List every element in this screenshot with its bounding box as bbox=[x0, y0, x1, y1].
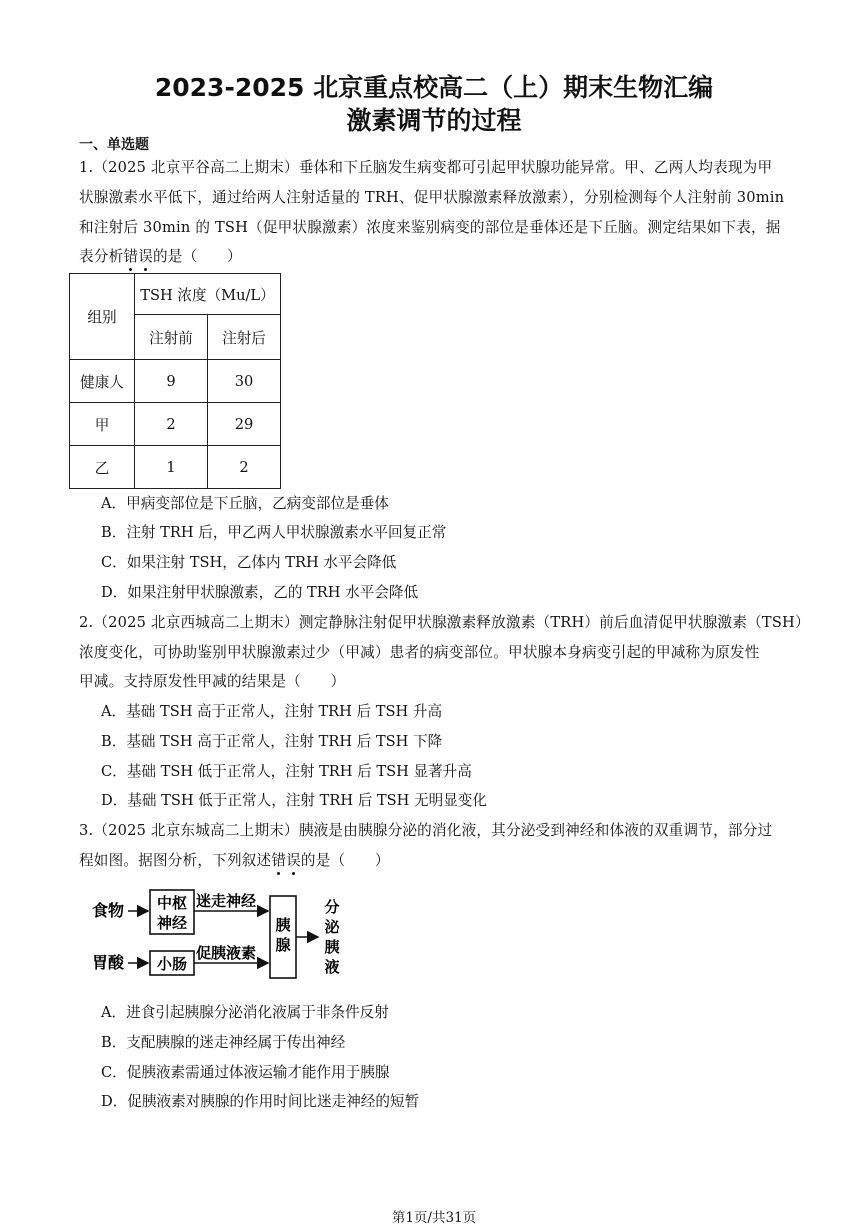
acid-label: 胃酸 bbox=[92, 953, 125, 972]
row-before: 1 bbox=[135, 446, 208, 489]
q3-line2-post: 的是（ ） bbox=[300, 852, 390, 869]
q3-option-b[interactable]: B．支配胰腺的迷走神经属于传出神经 bbox=[101, 1034, 346, 1051]
output-char-1: 分 bbox=[324, 898, 340, 916]
q1-line2: 状腺激素水平低下，通过给两人注射适量的 TRH、促甲状腺激素释放激素），分别检测每个人注射前 30min bbox=[79, 189, 785, 206]
table-header-group: 组别 bbox=[70, 274, 135, 360]
row-after: 2 bbox=[208, 446, 281, 489]
pancreas-bottom: 腺 bbox=[275, 936, 291, 954]
table-row bbox=[70, 446, 281, 489]
center-nerve-top: 中枢 bbox=[156, 894, 188, 912]
row-name: 乙 bbox=[70, 446, 135, 489]
q2-option-a[interactable]: A．基础 TSH 高于正常人，注射 TRH 后 TSH 升高 bbox=[101, 703, 443, 720]
row-name: 甲 bbox=[70, 403, 135, 446]
row-before: 9 bbox=[135, 360, 208, 403]
vagus-label: 迷走神经 bbox=[196, 892, 257, 910]
q3-line2 bbox=[79, 849, 390, 870]
intestine-label: 小肠 bbox=[156, 955, 188, 973]
food-label: 食物 bbox=[92, 901, 125, 920]
output-char-3: 胰 bbox=[324, 938, 340, 956]
q1-option-b[interactable]: B．注射 TRH 后，甲乙两人甲状腺激素水平回复正常 bbox=[101, 524, 447, 541]
q3-option-d[interactable]: D．促胰液素对胰腺的作用时间比迷走神经的短暂 bbox=[101, 1093, 420, 1110]
q2-line2: 浓度变化，可协助鉴别甲状腺激素过少（甲减）患者的病变部位。甲状腺本身病变引起的甲减称为原发性 bbox=[79, 644, 760, 661]
q3-option-a[interactable]: A．进食引起胰腺分泌消化液属于非条件反射 bbox=[101, 1004, 389, 1021]
q2-option-d[interactable]: D．基础 TSH 低于正常人，注射 TRH 后 TSH 无明显变化 bbox=[101, 792, 487, 809]
output-char-4: 液 bbox=[324, 958, 340, 976]
table-header-before: 注射前 bbox=[135, 315, 208, 360]
row-name: 健康人 bbox=[70, 360, 135, 403]
q3-emphasis-1: 错 bbox=[271, 849, 286, 870]
page-footer: 第1页/共31页 bbox=[391, 1210, 477, 1226]
pancreas-top: 胰 bbox=[275, 916, 291, 934]
q1-line3: 和注射后 30min 的 TSH（促甲状腺激素）浓度来鉴别病变的部位是垂体还是下丘脑。测定结果如下表，据 bbox=[79, 219, 781, 236]
table-row bbox=[70, 403, 281, 446]
q1-emphasis-2: 误 bbox=[138, 245, 153, 266]
q1-option-a[interactable]: A．甲病变部位是下丘脑，乙病变部位是垂体 bbox=[101, 495, 389, 512]
output-char-2: 泌 bbox=[324, 918, 340, 936]
q1-emphasis-1: 错 bbox=[123, 245, 138, 266]
table-header-after: 注射后 bbox=[208, 315, 281, 360]
page-title: 2023-2025 北京重点校高二（上）期末生物汇编 bbox=[154, 73, 714, 102]
q3-line1: 3.（2025 北京东城高二上期末）胰液是由胰腺分泌的消化液，其分泌受到神经和体液的双重调节，部分过 bbox=[79, 822, 773, 839]
row-after: 30 bbox=[208, 360, 281, 403]
q3-option-c[interactable]: C．促胰液素需通过体液运输才能作用于胰腺 bbox=[101, 1064, 390, 1081]
q2-line1: 2.（2025 北京西城高二上期末）测定静脉注射促甲状腺激素释放激素（TRH）前后血清促甲状腺激素（TSH） bbox=[79, 614, 810, 631]
center-nerve-bottom: 神经 bbox=[156, 914, 188, 932]
q1-option-d[interactable]: D．如果注射甲状腺激素，乙的 TRH 水平会降低 bbox=[101, 584, 419, 601]
q2-option-c[interactable]: C．基础 TSH 低于正常人，注射 TRH 后 TSH 显著升高 bbox=[101, 763, 472, 780]
q1-line4 bbox=[79, 245, 242, 266]
q1-line4-pre: 表分析 bbox=[79, 248, 124, 265]
table-row bbox=[70, 360, 281, 403]
page-subtitle: 激素调节的过程 bbox=[346, 106, 522, 135]
table-header-tsh: TSH 浓度（Mu/L） bbox=[135, 274, 281, 315]
q2-line3: 甲减。支持原发性甲减的结果是（ ） bbox=[79, 673, 346, 690]
row-before: 2 bbox=[135, 403, 208, 446]
pancreas-regulation-diagram bbox=[88, 882, 358, 982]
q1-option-c[interactable]: C．如果注射 TSH，乙体内 TRH 水平会降低 bbox=[101, 554, 397, 571]
q2-option-b[interactable]: B．基础 TSH 高于正常人，注射 TRH 后 TSH 下降 bbox=[101, 733, 443, 750]
secretin-label: 促胰液素 bbox=[196, 944, 257, 962]
q1-line4-post: 的是（ ） bbox=[152, 248, 242, 265]
q3-emphasis-2: 误 bbox=[286, 849, 301, 870]
row-after: 29 bbox=[208, 403, 281, 446]
tsh-table bbox=[69, 273, 281, 489]
section-heading: 一、单选题 bbox=[79, 137, 149, 153]
q1-line1: 1.（2025 北京平谷高二上期末）垂体和下丘脑发生病变都可引起甲状腺功能异常。甲、乙两人均表现为甲 bbox=[79, 159, 773, 176]
q3-line2-pre: 程如图。据图分析，下列叙述 bbox=[79, 852, 272, 869]
